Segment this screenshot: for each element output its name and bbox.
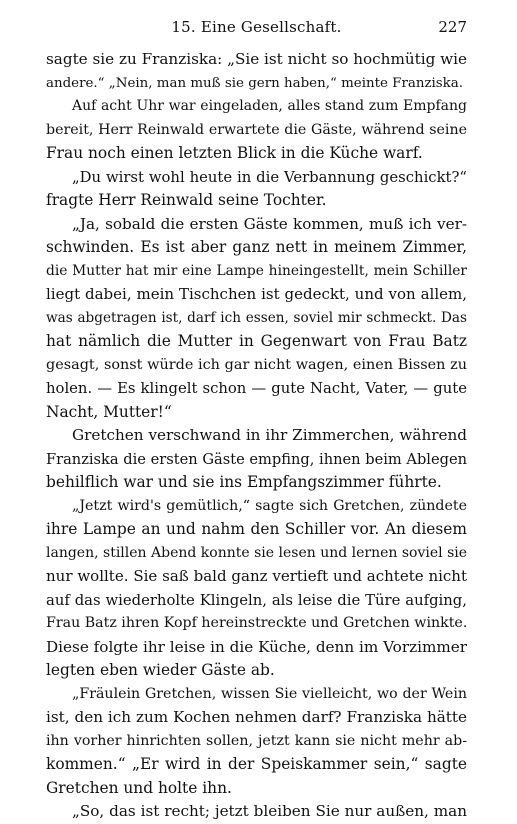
text-line: ist, den ich zum Kochen nehmen darf? Franziska hätte — [46, 708, 467, 726]
text-line: ihn vorher hinrichten sollen, jetzt kann sie nicht mehr ab- — [46, 732, 467, 749]
text-line: Auf acht Uhr war eingeladen, alles stand zum Empfang — [72, 98, 467, 114]
body-text — [46, 48, 467, 824]
text-line: legten eben wieder Gäste ab. — [46, 661, 275, 679]
text-line: schwinden. Es ist aber ganz nett in meinem Zimmer, — [46, 238, 467, 256]
text-line: „Ja, sobald die ersten Gäste kommen, muß ich ver- — [72, 214, 467, 233]
text-line: Gretchen und holte ihn. — [46, 778, 232, 797]
chapter-title: 15. Eine Gesellschaft. — [171, 18, 342, 36]
text-line: liegt dabei, mein Tischchen ist gedeckt, und von allem, — [46, 285, 467, 303]
text-line: fragte Herr Reinwald seine Tochter. — [46, 191, 327, 209]
text-line: „So, das ist recht; jetzt bleiben Sie nur außen, man — [72, 802, 467, 820]
text-line: Diese folgte ihr leise in die Küche, denn im Vorzimmer — [46, 637, 467, 656]
text-line: „Du wirst wohl heute in die Verbannung geschickt?“ — [72, 168, 467, 186]
text-line: Franziska die ersten Gäste empfing, ihnen beim Ablegen — [46, 450, 467, 468]
text-line: kommen.“ „Er wird in der Speiskammer sein,“ sagte — [46, 755, 467, 773]
text-line: gesagt, sonst würde ich gar nicht wagen, einen Bissen zu — [46, 356, 467, 373]
text-line: ihre Lampe an und nahm den Schiller vor. An diesem — [46, 520, 467, 538]
text-line: Frau Batz ihren Kopf hereinstreckte und Gretchen winkte. — [46, 615, 467, 631]
text-line: „Fräulein Gretchen, wissen Sie vielleicht, wo der Wein — [72, 685, 467, 702]
text-line: Frau noch einen letzten Blick in die Küche warf. — [46, 144, 423, 162]
text-line: sagte sie zu Franziska: „Sie ist nicht so hochmütig wie — [46, 50, 467, 68]
running-header — [46, 18, 467, 40]
text-line: auf das wiederholte Klingeln, als leise die Türe aufging, — [46, 591, 467, 609]
text-line: die Mutter hat mir eine Lampe hineingestellt, mein Schiller — [46, 262, 467, 279]
text-line: behilflich war und sie ins Empfangszimmer führte. — [46, 473, 442, 491]
text-line: „Jetzt wird's gemütlich,“ sagte sich Gretchen, zündete — [72, 497, 467, 514]
text-line: holen. — Es klingelt schon — gute Nacht, Vater, — gute — [46, 380, 467, 397]
text-line: nur wollte. Sie saß bald ganz vertieft und achtete nicht — [46, 567, 467, 585]
text-line: Gretchen verschwand in ihr Zimmerchen, während — [72, 426, 467, 444]
text-line: andere.“ „Nein, man muß sie gern haben,“ meinte Franziska. — [46, 75, 464, 91]
text-line: was abgetragen ist, darf ich essen, soviel mir schmeckt. Das — [46, 309, 467, 326]
page-number: 227 — [438, 18, 467, 36]
text-line: hat nämlich die Mutter in Gegenwart von Frau Batz — [46, 332, 467, 350]
text-line: langen, stillen Abend konnte sie lesen und lernen soviel sie — [46, 544, 467, 561]
text-line: Nacht, Mutter!“ — [46, 402, 172, 421]
text-line: bereit, Herr Reinwald erwartete die Gäste, während seine — [46, 121, 467, 138]
